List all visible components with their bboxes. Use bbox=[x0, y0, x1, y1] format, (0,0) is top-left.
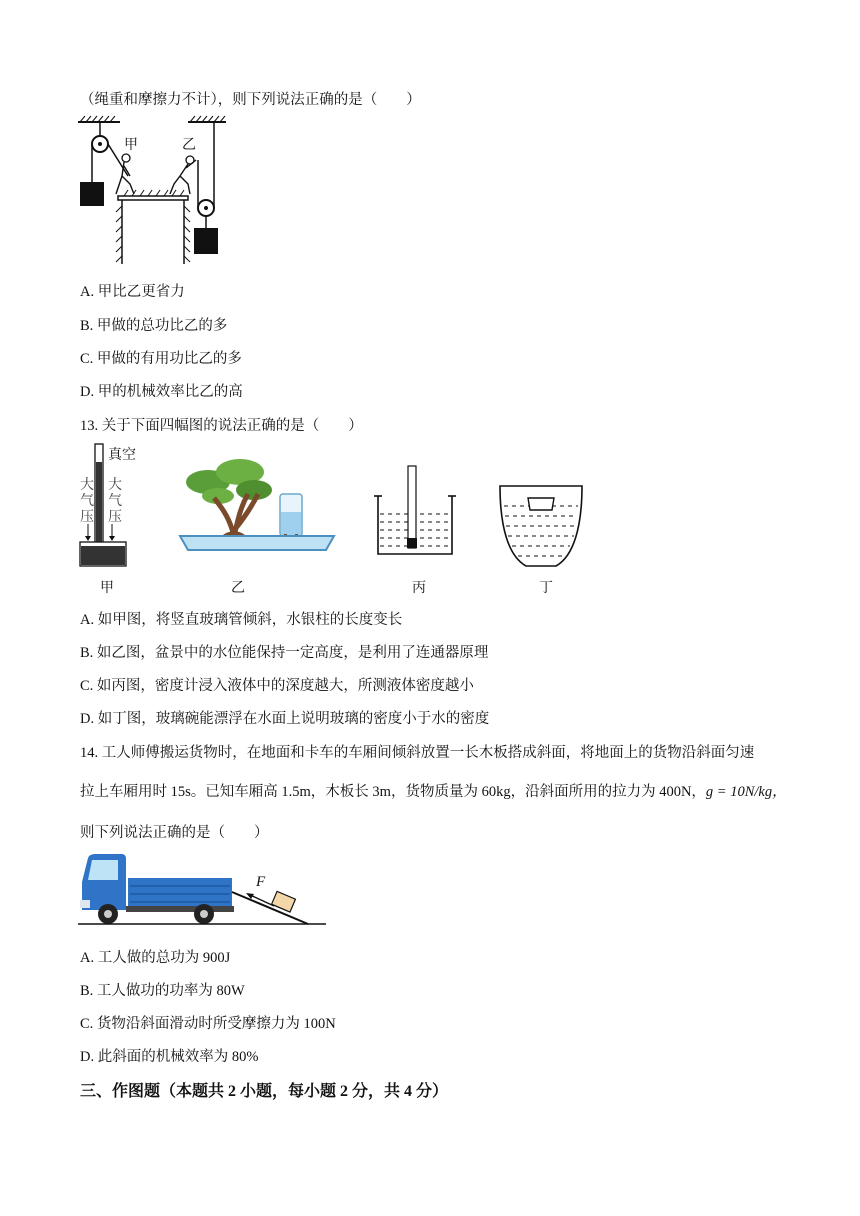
label-vacuum: 真空 bbox=[108, 448, 136, 463]
q14-option-d[interactable]: D. 此斜面的机械效率为 80% bbox=[80, 1049, 259, 1065]
q14-option-a[interactable]: A. 工人做的总功为 900J bbox=[80, 950, 231, 966]
truck-ramp-figure bbox=[78, 852, 328, 928]
hydrometer-figure bbox=[372, 464, 458, 558]
q12-intro: （绳重和摩擦力不计），则下列说法正确的是（ ） bbox=[80, 92, 421, 108]
q14-option-c[interactable]: C. 货物沿斜面滑动时所受摩擦力为 100N bbox=[80, 1016, 336, 1032]
pulley-figure bbox=[76, 114, 236, 264]
q13-option-c[interactable]: C. 如丙图，密度计浸入液体中的深度越大，所测液体密度越小 bbox=[80, 678, 474, 694]
q12-option-a[interactable]: A. 甲比乙更省力 bbox=[80, 284, 185, 300]
caption-yi: 乙 bbox=[231, 581, 245, 596]
q13-option-a[interactable]: A. 如甲图，将竖直玻璃管倾斜，水银柱的长度变长 bbox=[80, 612, 403, 628]
q14-stem-line3: 则下列说法正确的是（ ） bbox=[80, 825, 269, 841]
caption-jia: 甲 bbox=[100, 581, 114, 596]
q14-stem-line2-text: 拉上车厢用时 15s。已知车厢高 1.5m，木板长 3m，货物质量为 60kg，沿斜面所用的拉力为 400N， bbox=[80, 784, 706, 800]
section-3-title: 三、作图题（本题共 2 小题，每小题 2 分，共 4 分） bbox=[80, 1083, 449, 1100]
q12-option-c[interactable]: C. 甲做的有用功比乙的多 bbox=[80, 351, 242, 367]
caption-bing: 丙 bbox=[412, 581, 426, 596]
label-jia: 甲 bbox=[124, 138, 138, 153]
force-label: F bbox=[256, 874, 266, 890]
glass-bowl-figure bbox=[496, 478, 586, 570]
q14-stem-line1: 14. 工人师傅搬运货物时，在地面和卡车的车厢间倾斜放置一长木板搭成斜面，将地面上的货物沿斜面匀速 bbox=[80, 745, 755, 761]
bonsai-figure bbox=[178, 458, 336, 554]
q13-option-b[interactable]: B. 如乙图，盆景中的水位能保持一定高度，是利用了连通器原理 bbox=[80, 645, 489, 661]
q14-gravity-formula: g = 10N/kg， bbox=[705, 784, 787, 800]
q14-option-b[interactable]: B. 工人做功的功率为 80W bbox=[80, 983, 245, 999]
q12-option-d[interactable]: D. 甲的机械效率比乙的高 bbox=[80, 384, 243, 400]
q13-option-d[interactable]: D. 如丁图，玻璃碗能漂浮在水面上说明玻璃的密度小于水的密度 bbox=[80, 711, 490, 727]
label-atm-right: 大 气 压 bbox=[108, 478, 122, 525]
caption-ding: 丁 bbox=[539, 581, 553, 596]
q13-stem: 13. 关于下面四幅图的说法正确的是（ ） bbox=[80, 418, 363, 434]
barometer-figure bbox=[78, 442, 138, 568]
q12-option-b[interactable]: B. 甲做的总功比乙的多 bbox=[80, 318, 228, 334]
q14-stem-line2 bbox=[80, 780, 787, 801]
label-atm-left: 大 气 压 bbox=[80, 478, 94, 525]
label-yi: 乙 bbox=[182, 138, 196, 153]
